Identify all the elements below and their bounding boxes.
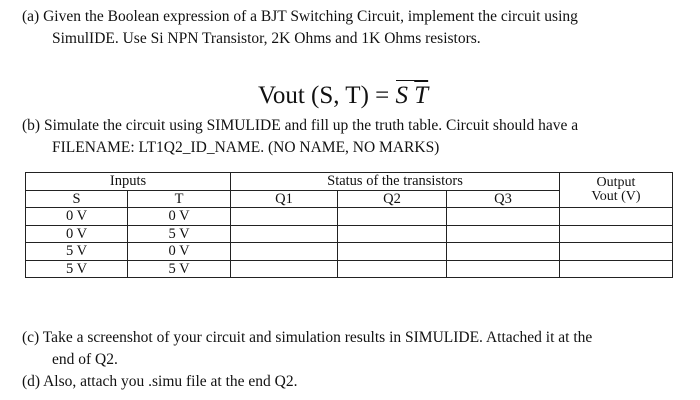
question-part-a (22, 6, 682, 50)
cell-vout-blank (560, 208, 673, 226)
output-header-line-2: Vout (V) (591, 189, 641, 204)
table-row (26, 225, 673, 243)
formula-overbar-term (396, 80, 429, 110)
cell-q2-blank (338, 260, 447, 278)
cell-q3-blank (447, 243, 560, 261)
question-part-d (22, 371, 682, 393)
cell-q3-blank (447, 260, 560, 278)
column-header-q3: Q3 (447, 190, 560, 208)
part-c-line-2: end of Q2. (52, 351, 118, 368)
cell-q1-blank (231, 243, 338, 261)
cell-s: 5 V (26, 243, 128, 261)
cell-s: 0 V (26, 208, 128, 226)
table-row (26, 208, 673, 226)
column-header-q1: Q1 (231, 190, 338, 208)
cell-q3-blank (447, 208, 560, 226)
cell-t: 0 V (128, 243, 231, 261)
output-header-line-1: Output (596, 175, 636, 190)
cell-vout-blank (560, 260, 673, 278)
cell-q2-blank (338, 208, 447, 226)
table-header-row-1 (26, 173, 673, 191)
formula-t-complement: $\overline{T}$ (414, 82, 429, 109)
truth-table (25, 172, 673, 278)
column-header-s: S (26, 190, 128, 208)
question-part-c (22, 327, 687, 371)
cell-q1-blank (231, 260, 338, 278)
inputs-group-header: Inputs (26, 173, 231, 191)
part-d-line-1: (d) Also, attach you .simu file at the end Q2. (22, 373, 298, 390)
cell-s: 5 V (26, 260, 128, 278)
transistor-status-group-header: Status of the transistors (231, 173, 560, 191)
boolean-formula (258, 80, 428, 110)
part-c-line-1: (c) Take a screenshot of your circuit and simulation results in SIMULIDE. Attached it at the (22, 329, 593, 346)
table-row (26, 243, 673, 261)
output-header (560, 173, 673, 208)
cell-vout-blank (560, 243, 673, 261)
cell-q2-blank (338, 225, 447, 243)
formula-lhs: Vout (S, T) = (258, 82, 396, 109)
cell-q1-blank (231, 225, 338, 243)
part-a-line-1: (a) Given the Boolean expression of a BJT Switching Circuit, implement the circuit using (22, 8, 578, 25)
table-row (26, 260, 673, 278)
cell-t: 5 V (128, 225, 231, 243)
cell-t: 5 V (128, 260, 231, 278)
part-b-line-1: (b) Simulate the circuit using SIMULIDE and fill up the truth table. Circuit should have a (22, 117, 579, 134)
cell-t: 0 V (128, 208, 231, 226)
cell-q2-blank (338, 243, 447, 261)
question-part-b (22, 115, 692, 159)
cell-s: 0 V (26, 225, 128, 243)
part-b-line-2: FILENAME: LT1Q2_ID_NAME. (NO NAME, NO MARKS) (52, 139, 440, 156)
part-a-line-2: SimulIDE. Use Si NPN Transistor, 2K Ohms and 1K Ohms resistors. (52, 30, 481, 47)
cell-q3-blank (447, 225, 560, 243)
cell-q1-blank (231, 208, 338, 226)
column-header-t: T (128, 190, 231, 208)
column-header-q2: Q2 (338, 190, 447, 208)
formula-s: S (395, 82, 408, 109)
cell-vout-blank (560, 225, 673, 243)
